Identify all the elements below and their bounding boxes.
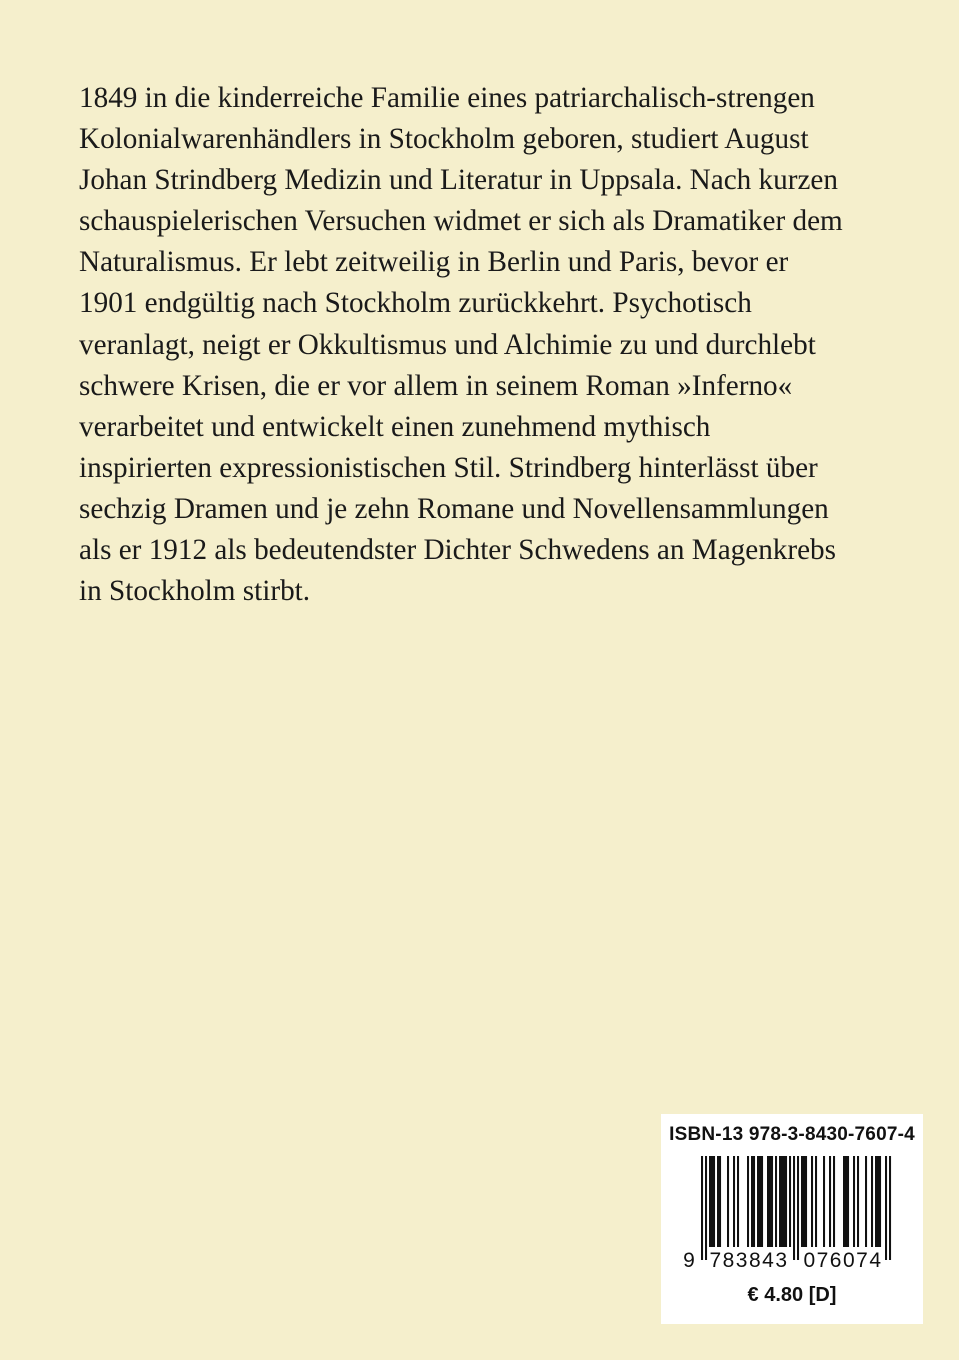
barcode-bar — [879, 1156, 881, 1247]
barcode-bar — [789, 1156, 791, 1247]
barcode-bar — [709, 1156, 711, 1247]
barcode-bar — [885, 1156, 887, 1260]
barcode-bar — [829, 1156, 831, 1247]
biography-line: als er 1912 als bedeutendster Dichter Schwedens an Magenkrebs — [79, 534, 837, 567]
barcode-bars — [701, 1156, 891, 1260]
barcode-bar — [853, 1156, 855, 1247]
barcode-bar — [801, 1156, 803, 1247]
barcode-bar — [711, 1156, 713, 1247]
biography-line: 1849 in die kinderreiche Familie eines patriarchalisch-strengen — [79, 82, 815, 114]
barcode-bar — [847, 1156, 849, 1247]
biography-line: schwere Krisen, die er vor allem in seinem Roman »Inferno« — [79, 369, 793, 402]
barcode-bar — [771, 1156, 773, 1247]
biography-line: Naturalismus. Er lebt zeitweilig in Berlin und Paris, bevor er — [79, 246, 789, 279]
biography-line: veranlagt, neigt er Okkultismus und Alchimie zu und durchlebt — [79, 328, 816, 361]
barcode-bar — [823, 1156, 825, 1247]
author-biography — [79, 78, 899, 612]
barcode-bar — [775, 1156, 777, 1247]
barcode-bar — [889, 1156, 891, 1260]
biography-line: sechzig Dramen und je zehn Romane und Novellensammlungen — [79, 492, 829, 525]
barcode-bar — [733, 1156, 735, 1247]
biography-line: Johan Strindberg Medizin und Literatur in Uppsala. Nach kurzen — [79, 164, 838, 197]
barcode-bar — [727, 1156, 729, 1247]
barcode-bar — [793, 1156, 795, 1260]
barcode-bar — [701, 1156, 703, 1260]
barcode-bar — [783, 1156, 785, 1247]
barcode-bar — [769, 1156, 771, 1247]
biography-line: verarbeitet und entwickelt einen zunehmend mythisch — [79, 410, 711, 443]
barcode-digits-right: 076074 — [803, 1249, 883, 1272]
barcode-bar — [761, 1156, 763, 1247]
barcode-bar — [785, 1156, 787, 1247]
barcode-bar — [815, 1156, 817, 1247]
barcode-bar — [845, 1156, 847, 1247]
barcode-bar — [857, 1156, 859, 1247]
barcode-digit-first: 9 — [683, 1249, 695, 1272]
barcode-bar — [747, 1156, 749, 1247]
barcode-bar — [803, 1156, 805, 1247]
biography-line: Kolonialwarenhändlers in Stockholm geboren, studiert August — [79, 123, 809, 156]
barcode-bar — [877, 1156, 879, 1247]
isbn-label: ISBN-13 978-3-8430-7607-4 — [669, 1124, 915, 1145]
barcode-bar — [811, 1156, 813, 1247]
barcode-bar — [737, 1156, 739, 1247]
barcode-bar — [781, 1156, 783, 1247]
barcode-bar — [705, 1156, 707, 1260]
barcode-bar — [719, 1156, 721, 1247]
barcode-bar — [779, 1156, 781, 1247]
barcode-bar — [865, 1156, 867, 1247]
barcode-bar — [767, 1156, 769, 1247]
barcode-bar — [751, 1156, 753, 1247]
barcode-bar — [871, 1156, 873, 1247]
isbn-barcode-panel — [661, 1114, 923, 1324]
price-label: € 4.80 [D] — [747, 1284, 837, 1306]
barcode-bar — [805, 1156, 807, 1247]
barcode-bar — [717, 1156, 719, 1247]
biography-line: inspirierten expressionistischen Stil. Strindberg hinterlässt über — [79, 451, 818, 484]
barcode-bar — [757, 1156, 759, 1247]
biography-line: 1901 endgültig nach Stockholm zurückkehrt. Psychotisch — [79, 287, 752, 320]
barcode-bar — [713, 1156, 715, 1247]
barcode-bar — [759, 1156, 761, 1247]
barcode-bar — [843, 1156, 845, 1247]
barcode-bar — [753, 1156, 755, 1247]
barcode-digits-left: 783843 — [709, 1249, 789, 1272]
barcode-bar — [875, 1156, 877, 1247]
barcode-bar — [797, 1156, 799, 1260]
barcode-bar — [833, 1156, 835, 1247]
biography-line: in Stockholm stirbt. — [79, 575, 311, 608]
biography-line: schauspielerischen Versuchen widmet er sich als Dramatiker dem — [79, 205, 843, 238]
